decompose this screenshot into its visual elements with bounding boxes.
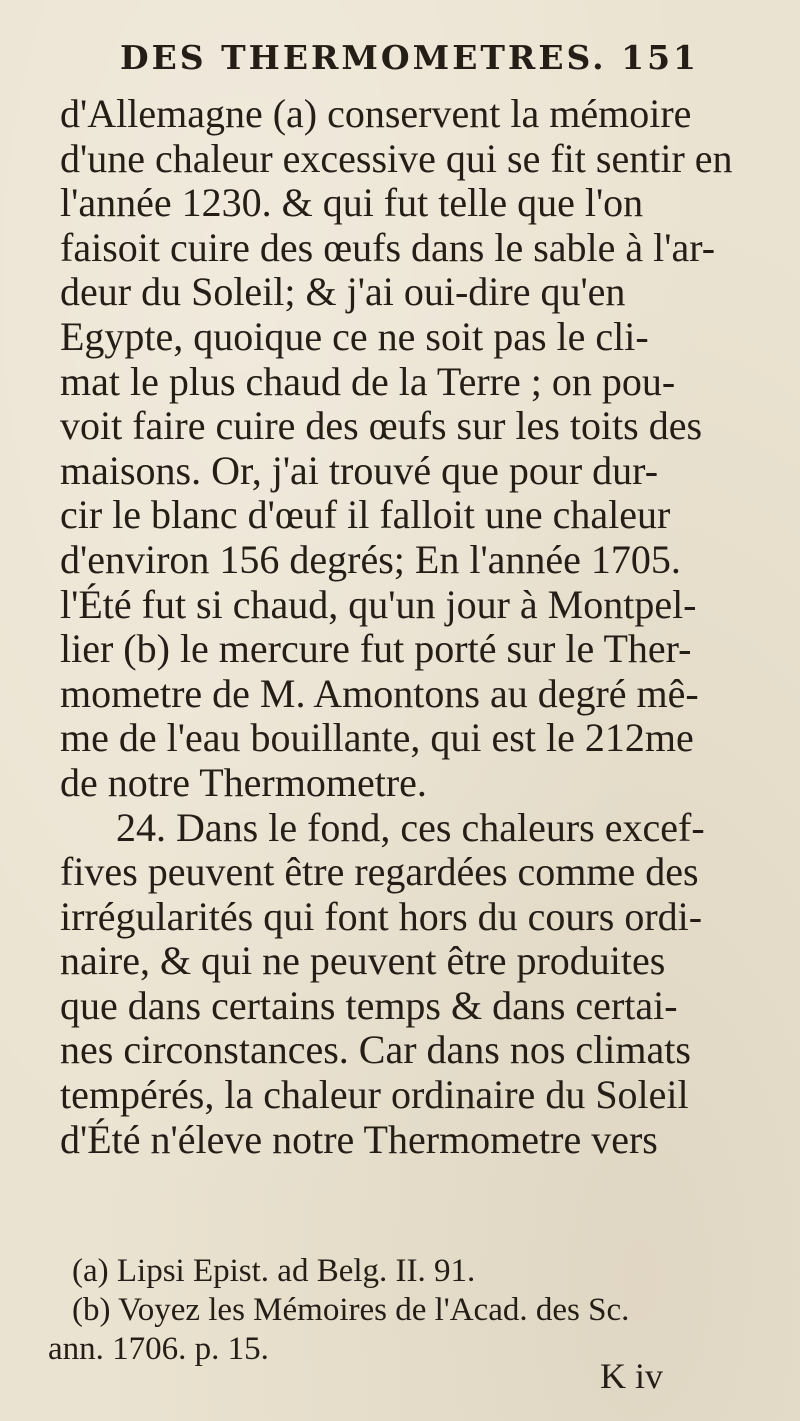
main-text — [48, 92, 776, 1162]
text-line: deur du Soleil; & j'ai oui-dire qu'en — [60, 270, 626, 315]
text-line: Egypte, quoique ce ne soit pas le cli- — [60, 314, 649, 359]
footnote-b: (b) Voyez les Mémoires de l'Acad. des Sc. — [72, 1292, 630, 1328]
text-line: d'une chaleur excessive qui se fit sentir en — [60, 136, 733, 181]
footnote-a: (a) Lipsi Epist. ad Belg. II. 91. — [72, 1253, 476, 1289]
text-line: naire, & qui ne peuvent être produites — [60, 939, 666, 984]
text-line: me de l'eau bouillante, qui est le 212me — [60, 716, 694, 761]
paragraph-start-line: 24. Dans le fond, ces chaleurs excef- — [116, 805, 705, 850]
footnotes — [48, 1252, 776, 1369]
text-line: irrégularités qui font hors du cours ordi- — [60, 894, 703, 939]
text-line: maisons. Or, j'ai trouvé que pour dur- — [60, 448, 659, 493]
text-line: fives peuvent être regardées comme des — [60, 850, 699, 895]
text-line: de notre Thermometre. — [60, 760, 427, 805]
text-line: voit faire cuire des œufs sur les toits des — [60, 404, 703, 449]
text-line: l'Été fut si chaud, qu'un jour à Montpel- — [60, 582, 697, 627]
text-line: mat le plus chaud de la Terre ; on pou- — [60, 359, 676, 404]
running-header: DES THERMOMETRES. 151 — [120, 38, 700, 77]
text-line: l'année 1230. & qui fut telle que l'on — [60, 181, 644, 226]
text-line: d'Allemagne (a) conservent la mémoire — [60, 92, 692, 136]
text-line: faisoit cuire des œufs dans le sable à l'ar- — [60, 225, 716, 270]
footnote-b-continued: ann. 1706. p. 15. — [48, 1331, 269, 1367]
text-line: d'environ 156 degrés; En l'année 1705. — [60, 537, 681, 582]
text-line: que dans certains temps & dans certai- — [60, 983, 678, 1028]
text-line: tempérés, la chaleur ordinaire du Soleil — [60, 1073, 689, 1118]
text-line: d'Été n'éleve notre Thermometre vers — [60, 1117, 658, 1162]
text-line: nes circonstances. Car dans nos climats — [60, 1028, 691, 1073]
signature-mark: K iv — [600, 1356, 663, 1396]
text-line: cir le blanc d'œuf il falloit une chaleur — [60, 493, 671, 538]
text-line: mometre de M. Amontons au degré mê- — [60, 671, 699, 716]
text-line: lier (b) le mercure fut porté sur le Ther- — [60, 627, 692, 672]
